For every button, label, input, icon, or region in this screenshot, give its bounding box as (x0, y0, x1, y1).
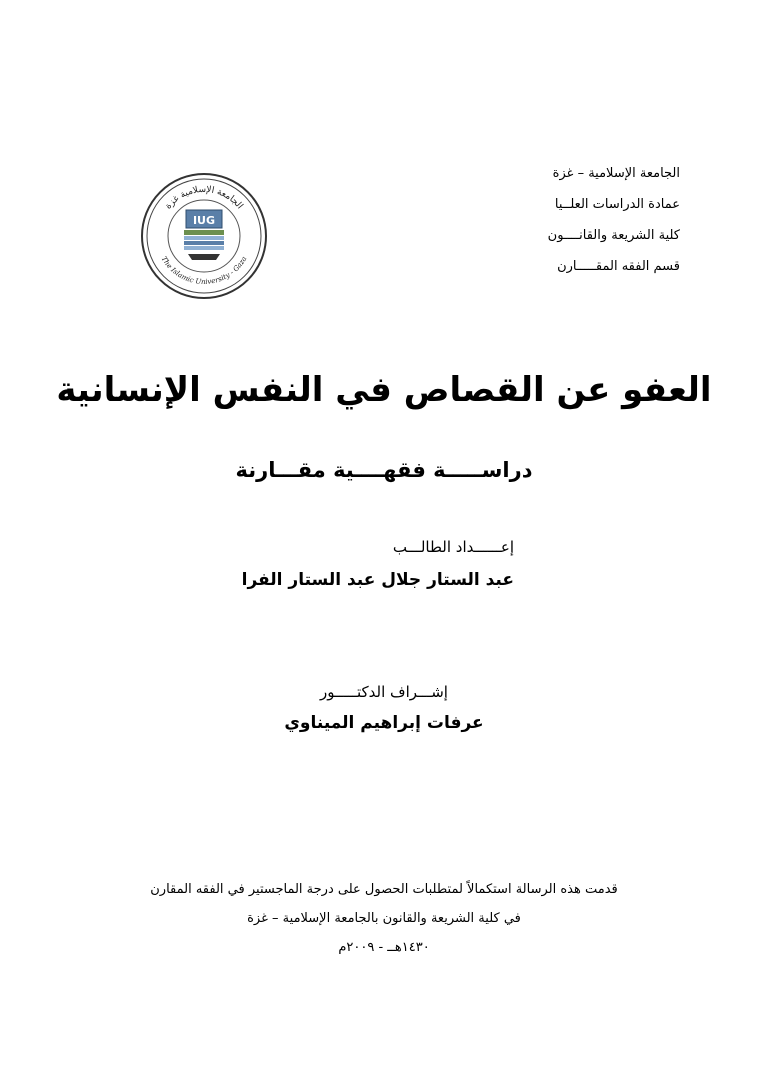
submission-institution: في كلية الشريعة والقانون بالجامعة الإسلامية – غزة (247, 911, 521, 926)
university-seal-icon (140, 172, 268, 300)
thesis-title: العفو عن القصاص في النفس الإنسانية (56, 370, 712, 410)
university-name: الجامعة الإسلامية – غزة (552, 166, 680, 181)
faculty-name: كلية الشريعة والقانــــون (547, 228, 680, 243)
prepared-by-label: إعــــــداد الطالـــب (392, 538, 514, 556)
student-name: عبد الستار جلال عبد الستار الفرا (241, 570, 514, 590)
institution-header (440, 158, 680, 282)
supervisor-name: عرفات إبراهيم الميناوي (284, 713, 484, 733)
graduate-deanship: عمادة الدراسات العلــيا (554, 197, 680, 212)
logo-arabic-name: الجامعة الإسلامية غزة (163, 184, 245, 212)
department-name: قسم الفقه المقـــــارن (557, 259, 680, 274)
logo-emblem-letters: IUG (192, 214, 216, 227)
submission-purpose: قدمت هذه الرسالة استكمالاً لمتطلبات الحصول على درجة الماجستير في الفقه المقارن (150, 882, 618, 897)
submission-date: ١٤٣٠هــ - ٢٠٠٩م (338, 940, 430, 955)
logo-english-name: The Islamic University - Gaza (159, 255, 249, 287)
supervisor-label: إشـــراف الدكتـــــور (320, 683, 448, 701)
university-logo (140, 172, 268, 300)
submission-statement (0, 875, 768, 962)
thesis-subtitle: دراســـــة فقهــــية مقـــارنة (235, 458, 533, 482)
